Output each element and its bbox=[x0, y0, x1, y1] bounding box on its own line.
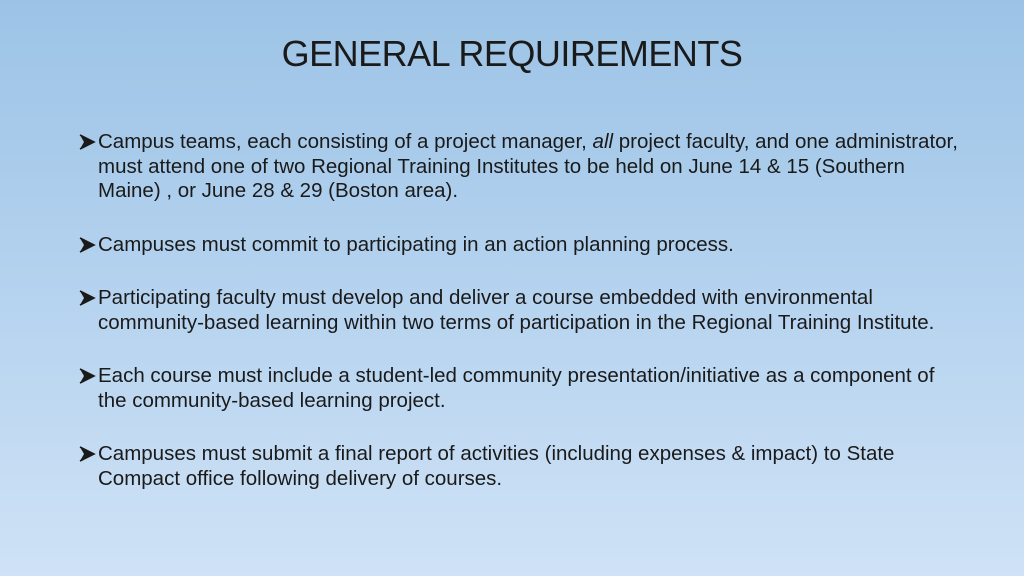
bullet-text: Each course must include a student-led community presentation/initiative as a component of the community-based learning project. bbox=[98, 364, 935, 412]
arrow-bullet-icon bbox=[78, 446, 96, 462]
slide-title: GENERAL REQUIREMENTS bbox=[281, 33, 743, 74]
bullet-text: Campuses must commit to participating in an action planning process. bbox=[98, 232, 734, 256]
bullet-text: Participating faculty must develop and deliver a course embedded with environmental community-based learning within two terms of participation in the Regional Training Institute. bbox=[98, 286, 935, 334]
bullet-item bbox=[78, 130, 958, 204]
arrow-bullet-icon bbox=[78, 290, 96, 306]
arrow-bullet-icon bbox=[78, 237, 96, 253]
arrow-bullet-icon bbox=[78, 134, 96, 150]
bullet-text-before: Campus teams, each consisting of a project manager, bbox=[98, 130, 593, 153]
bullet-text: Campuses must submit a final report of activities (including expenses & impact) to State Compact office following delivery of courses. bbox=[98, 442, 895, 490]
bullet-item bbox=[78, 233, 958, 258]
bullet-item bbox=[78, 364, 958, 413]
bullet-list bbox=[78, 130, 958, 491]
bullet-text-emphasis: all bbox=[592, 130, 614, 153]
arrow-bullet-icon bbox=[78, 368, 96, 384]
bullet-text-after: project faculty, and one administrator, must attend one of two Regional Training Institutes to be held on June 14 & 15 (Southern Maine) , or June 28 & 29 (Boston area). bbox=[98, 130, 958, 202]
bullet-item bbox=[78, 286, 958, 335]
bullet-item bbox=[78, 442, 958, 491]
